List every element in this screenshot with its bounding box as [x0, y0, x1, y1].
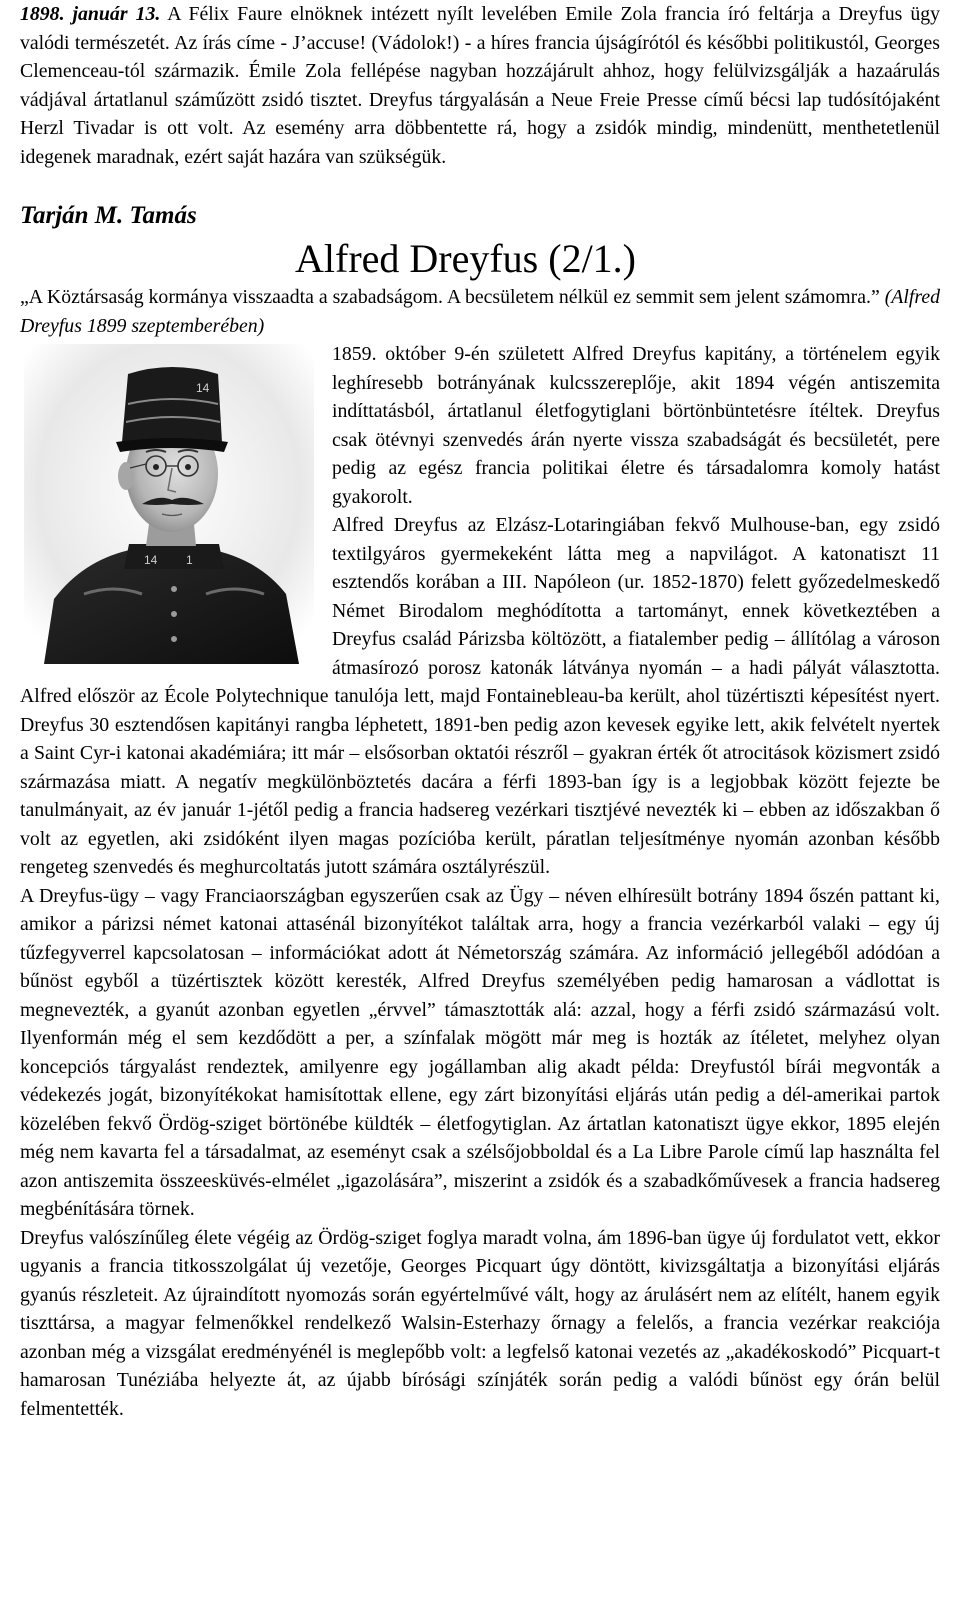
- intro-text: A Félix Faure elnöknek intézett nyílt levelében Emile Zola francia író feltárja a Dreyfus ügy valódi természetét. Az írás címe - J’accuse! (Vádolok!) - a híres francia újságírótól és későbbi politikustól, Georges Clemenceau-tól származik. Émile Zola fellépése nagyban hozzájárult ahhoz, hogy felülvizsgálják a hazaárulás vádjával ártatlanul száműzött zsidó tisztet. Dreyfus tárgyalásán a Neue Freie Presse című bécsi lap tudósítójaként Herzl Tivadar is ott volt. Az esemény arra döbbentette rá, hogy a zsidók mindig, mindenütt, menthetetlenül idegenek maradnak, ezért saját hazára van szükségük.: [20, 3, 940, 168]
- body-paragraph-1: 1859. október 9-én született Alfred Dreyfus kapitány, a történelem egyik leghíresebb botrányának kulcsszereplője, akit 1894 végén antiszemita indíttatásból, ártatlanul életfogytiglani börtönbüntetésre ítéltek. Dreyfus csak ötévnyi szenvedés árán nyerte vissza szabadságát és becsületét, pere pedig az egész francia politikai életre és társadalomra komoly hatást gyakorolt.: [332, 343, 940, 508]
- epigraph-quote: [20, 283, 940, 340]
- intro-date: 1898. január 13.: [20, 3, 161, 25]
- svg-text:1: 1: [186, 553, 193, 567]
- intro-paragraph: [20, 0, 940, 171]
- cap-number: 14: [196, 381, 210, 395]
- body-paragraph-4: Dreyfus valószínűleg élete végéig az Ördög-sziget foglya maradt volna, ám 1896-ban ügye új fordulatot vett, ekkor ugyanis a francia titkosszolgálat új vezetője, Georges Picquart úgy döntött, kivizsgáltatja a bizonyítási eljárás gyanús részleteit. Az újraindított nyomozás során egyértelművé vált, hogy az árulásért nem az elítélt, hanem egyik tiszttársa, a magyar felmenőkkel rendelkező Walsin-Esterhazy őrnagy a felelős, a francia vezérkar reakciója azonban még a vizsgálat eredményénél is meglepőbb volt: a legfelső katonai vezetés az „akadékoskodó” Picquart-t hamarosan Tunéziába helyezte át, az újabb bírósági színjáték során pedig a valódi bűnöst egy órán belül felmentették.: [20, 1226, 940, 1420]
- article-title: Alfred Dreyfus (2/1.): [295, 236, 636, 281]
- dreyfus-portrait: [24, 344, 314, 664]
- quote-text: „A Köztársaság kormánya visszaadta a szabadságom. A becsületem nélkül ez semmit sem jelent számomra.”: [20, 286, 885, 308]
- body-paragraph-3: A Dreyfus-ügy – vagy Franciaországban egyszerűen csak az Ügy – néven elhíresült botrány 1894 őszén pattant ki, amikor a párizsi német katonai attasénál bizonyítékot találtak arra, hogy a francia vezérkarból valaki – egy új tűzfegyverrel kapcsolatosan – információkat adott át Németország számára. Az információ jellegéből adódóan a bűnöst egyből a tüzértisztek között keresték, Alfred Dreyfus személyében pedig hamarosan a vádlottat is megnevezték, a gyanút azonban egyetlen „érvvel” támasztották alá: azzal, hogy a férfi zsidó származású volt. Ilyenformán még el sem kezdődött a per, a színfalak mögött már meg is hozták az ítéletet, melyhez olyan koncepciós tárgyalást rendeztek, amilyenre egy jogállamban alig akadt példa: Dreyfustól bírái megvonták a védekezés jogát, bizonyítékokat hamisítottak ellene, egy zárt bizonyítási eljárás után pedig a dél-amerikai partok közelében fekvő Ördög-sziget börtönébe küldték – életfogytiglan. Az ártatlan katonatiszt ügye ekkor, 1895 elején még nem kavarta fel a társadalmat, az eseményt csak a szélsőjobboldal és a La Libre Parole című lap használta fel azon antiszemita összeesküvés-elmélet „igazolására”, miszerint a zsidók és a szabadkőművesek a francia hadsereg megbénítására törnek.: [20, 884, 940, 1220]
- quote-source: (Alfred Dreyfus 1899 szeptemberében): [20, 286, 940, 337]
- author-name: Tarján M. Tamás: [20, 202, 197, 229]
- body-paragraph-2: Alfred Dreyfus az Elzász-Lotaringiában fekvő Mulhouse-ban, egy zsidó textilgyáros gyermekeként látta meg a napvilágot. A katonatiszt 11 esztendős korában a III. Napóleon (ur. 1852-1870) felett győzedelmeskedő Német Birodalom meghódította a tartományt, ennek következtében a Dreyfus család Párizsba költözött, a fiatalember pedig – állítólag a városon átmasírozó porosz katonák látványa nyomán – a hadi pályát választotta. Alfred először az École Polytechnique tanulója lett, majd Fontainebleau-ba került, ahol tüzértiszti képesítést nyert. Dreyfus 30 esztendősen kapitányi rangba léphetett, 1891-ben pedig azon kevesek egyike lett, akik felvételt nyertek a Saint Cyr-i katonai akadémiára; itt már – elsősorban oktatói részről – gyakran érték őt atrocitások közismert zsidó származása miatt. A negatív megkülönböztetés dacára a férfi 1893-ban így is a legjobbak között fejezte be tanulmányait, az év január 1-jétől pedig a francia hadsereg vezérkari tisztjévé nevezték ki – ebben az időszakban ő volt az egyetlen, aki zsidóként ilyen magas pozícióba került, páratlan teljesítménye nyomán azonban később rengeteg szenvedés és meghurcoltatás jutott számára osztályrészül.: [20, 514, 940, 878]
- document-page: [20, 0, 940, 1423]
- collar-number: 14: [144, 553, 158, 567]
